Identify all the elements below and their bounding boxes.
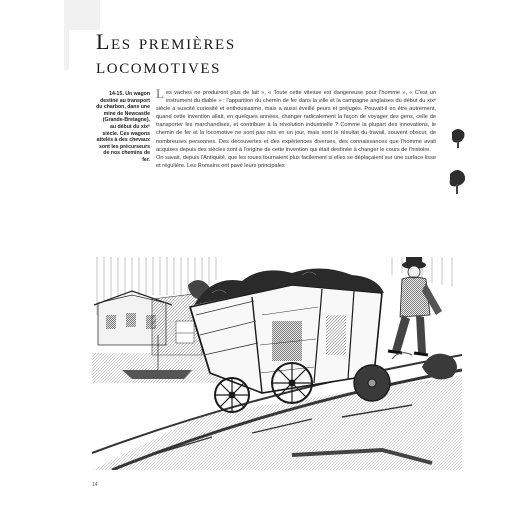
corner-tab-edge: [64, 0, 69, 70]
paragraph-1-text: es vaches ne produiront plus de lait », « Toute cette vitesse est dangereuse pour l'homme », « C'est un instrument du diable » : l'apparition du chemin de fer dans la ville et la campagne anglaises du début du xixᵉ siècle a suscité curiosité et enthousiasme, mais a aussi éveillé peurs et préjugés. Pouvait-il en être autrement, quand cette invention allait, en quelques années, changer radicalement la façon de voyager des gens, celle de transporter les marchandises, et contribuer à la révolution industrielle ? Comme la plupart des innovations, le chemin de fer et la locomotive ne sont pas nés en un jour, mais sont le résultat du travail, souvent obscur, de nombreuses personnes. Des découvertes et des expériences diverses, des connaissances que l'homme avait acquises depuis des siècles sont à l'origine de cette invention qui était destinée à changer le cours de l'histoire.: [156, 90, 436, 153]
title-line-2: locomotives: [96, 53, 222, 78]
page-title: [96, 30, 356, 78]
paragraph-1: [156, 86, 436, 154]
coal-wagon-engraving: [92, 255, 462, 470]
drop-cap: L: [156, 86, 164, 101]
page-number: 14: [92, 482, 98, 488]
paragraph-2: On savait, depuis l'Antiquité, que les roues tournaient plus facilement si elles se déplaçaient sur une surface lisse et régulière. Les Romains ont pavé leurs principales: [156, 154, 436, 169]
figure-caption: 14-15. Un wagon destiné au transport du charbon, dans une mine de Newcastle (Grande-Bretagne), au début du xixᵉ siècle. Ces wagons attelés à des chevaux sont les précurseurs de nos chemins de fer.: [96, 91, 150, 163]
adjacent-illustration-fragment: [448, 126, 466, 206]
title-line-1: Les premières: [96, 29, 236, 54]
body-text: [156, 86, 436, 170]
corner-tab: [64, 0, 100, 30]
man-figure: [388, 257, 442, 355]
coal-wagon: [190, 268, 384, 393]
